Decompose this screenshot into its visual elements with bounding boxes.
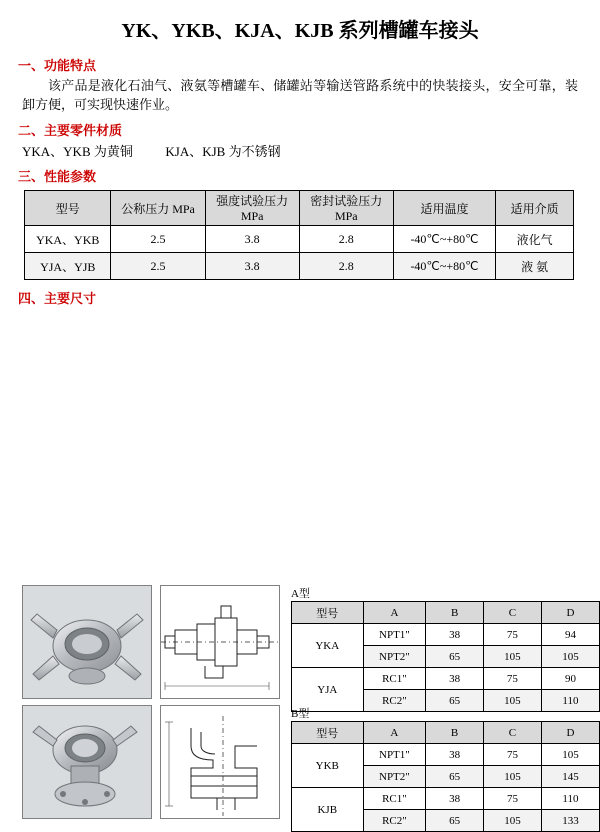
perf-r1-c2: 3.8 bbox=[205, 253, 299, 280]
dim-a-r3-c1: RC2" bbox=[363, 690, 426, 712]
perf-col-5: 适用介质 bbox=[496, 191, 574, 226]
dim-b-r1-c2: 65 bbox=[426, 766, 484, 788]
perf-r0-c1: 2.5 bbox=[111, 226, 205, 253]
dim-b-r2-c1: RC1" bbox=[363, 788, 426, 810]
table-row bbox=[292, 744, 600, 766]
dim-a-r2-c4: 90 bbox=[541, 668, 599, 690]
type-label-a: A型 bbox=[291, 588, 310, 600]
dimension-table-b bbox=[291, 721, 600, 832]
section-heading-features: 一、功能特点 bbox=[18, 58, 97, 73]
dim-a-r3-c4: 110 bbox=[541, 690, 599, 712]
technical-drawing-a bbox=[160, 585, 280, 699]
material-line bbox=[22, 141, 600, 160]
dim-a-r0-c4: 94 bbox=[541, 624, 599, 646]
perf-r1-c1: 2.5 bbox=[111, 253, 205, 280]
dim-b-r0-c1: NPT1" bbox=[363, 744, 426, 766]
dimension-table-a bbox=[291, 601, 600, 712]
perf-r1-c3: 2.8 bbox=[299, 253, 393, 280]
dim-a-r0-c1: NPT1" bbox=[363, 624, 426, 646]
dim-b-col-3: C bbox=[483, 722, 541, 744]
perf-r1-c0: YJA、YJB bbox=[25, 253, 111, 280]
section-heading-material: 二、主要零件材质 bbox=[18, 123, 123, 138]
table-header-row bbox=[292, 722, 600, 744]
table-row bbox=[292, 788, 600, 810]
dim-a-r1-c3: 105 bbox=[483, 646, 541, 668]
dim-b-col-0: 型号 bbox=[292, 722, 364, 744]
material-left: YKA、YKB 为黄铜 bbox=[22, 144, 133, 159]
perf-col-3: 密封试验压力 MPa bbox=[299, 191, 393, 226]
product-photo-a bbox=[22, 585, 152, 699]
dim-b-col-2: B bbox=[426, 722, 484, 744]
dim-b-r2-c2: 38 bbox=[426, 788, 484, 810]
perf-col-2: 强度试验压力 MPa bbox=[205, 191, 299, 226]
dim-b-r1-c4: 145 bbox=[541, 766, 599, 788]
dim-b-r1-c3: 105 bbox=[483, 766, 541, 788]
dim-a-r0-c3: 75 bbox=[483, 624, 541, 646]
dim-a-r1-c2: 65 bbox=[426, 646, 484, 668]
dim-a-r0-c2: 38 bbox=[426, 624, 484, 646]
perf-r0-c2: 3.8 bbox=[205, 226, 299, 253]
dim-b-r3-c4: 133 bbox=[541, 810, 599, 832]
table-header-row bbox=[292, 602, 600, 624]
dim-b-r0-c2: 38 bbox=[426, 744, 484, 766]
page-title: YK、YKB、KJA、KJB 系列槽罐车接头 bbox=[121, 20, 479, 42]
performance-table bbox=[24, 190, 574, 280]
table-header-row bbox=[25, 191, 574, 226]
perf-r0-c0: YKA、YKB bbox=[25, 226, 111, 253]
dim-a-r1-c1: NPT2" bbox=[363, 646, 426, 668]
dim-a-model-0: YKA bbox=[292, 624, 364, 668]
dim-b-r2-c4: 110 bbox=[541, 788, 599, 810]
dim-a-r1-c4: 105 bbox=[541, 646, 599, 668]
dim-a-r2-c2: 38 bbox=[426, 668, 484, 690]
table-row bbox=[25, 253, 574, 280]
perf-r0-c4: -40℃~+80℃ bbox=[393, 226, 495, 253]
dim-a-r2-c1: RC1" bbox=[363, 668, 426, 690]
perf-col-1: 公称压力 MPa bbox=[111, 191, 205, 226]
perf-r1-c5: 液 氨 bbox=[496, 253, 574, 280]
dim-b-model-0: YKB bbox=[292, 744, 364, 788]
dim-a-r3-c2: 65 bbox=[426, 690, 484, 712]
material-right: KJA、KJB 为不锈钢 bbox=[165, 144, 281, 159]
section-heading-performance: 三、性能参数 bbox=[18, 169, 97, 184]
perf-col-4: 适用温度 bbox=[393, 191, 495, 226]
table-row bbox=[292, 624, 600, 646]
dim-b-r0-c3: 75 bbox=[483, 744, 541, 766]
dim-b-r3-c1: RC2" bbox=[363, 810, 426, 832]
technical-drawing-b bbox=[160, 705, 280, 819]
dim-b-r3-c2: 65 bbox=[426, 810, 484, 832]
dim-a-r2-c3: 75 bbox=[483, 668, 541, 690]
dim-a-model-1: YJA bbox=[292, 668, 364, 712]
performance-table-wrap bbox=[24, 190, 600, 280]
perf-r0-c5: 液化气 bbox=[496, 226, 574, 253]
dim-b-r2-c3: 75 bbox=[483, 788, 541, 810]
perf-col-0: 型号 bbox=[25, 191, 111, 226]
perf-r0-c3: 2.8 bbox=[299, 226, 393, 253]
dim-b-col-4: D bbox=[541, 722, 599, 744]
type-label-b: B型 bbox=[291, 708, 310, 720]
dim-a-r3-c3: 105 bbox=[483, 690, 541, 712]
dim-a-col-2: B bbox=[426, 602, 484, 624]
section-heading-dimensions: 四、主要尺寸 bbox=[18, 291, 97, 306]
dim-b-col-1: A bbox=[363, 722, 426, 744]
dim-a-col-3: C bbox=[483, 602, 541, 624]
product-photo-b bbox=[22, 705, 152, 819]
dim-a-col-0: 型号 bbox=[292, 602, 364, 624]
perf-r1-c4: -40℃~+80℃ bbox=[393, 253, 495, 280]
dim-b-model-1: KJB bbox=[292, 788, 364, 832]
table-row bbox=[292, 668, 600, 690]
dim-b-r3-c3: 105 bbox=[483, 810, 541, 832]
dim-b-r0-c4: 105 bbox=[541, 744, 599, 766]
dim-a-col-4: D bbox=[541, 602, 599, 624]
features-text: 该产品是液化石油气、液氨等槽罐车、储罐站等输送管路系统中的快装接头，安全可靠，装卸方便，可实现快速作业。 bbox=[22, 78, 578, 112]
dim-b-r1-c1: NPT2" bbox=[363, 766, 426, 788]
table-row bbox=[25, 226, 574, 253]
dim-a-col-1: A bbox=[363, 602, 426, 624]
